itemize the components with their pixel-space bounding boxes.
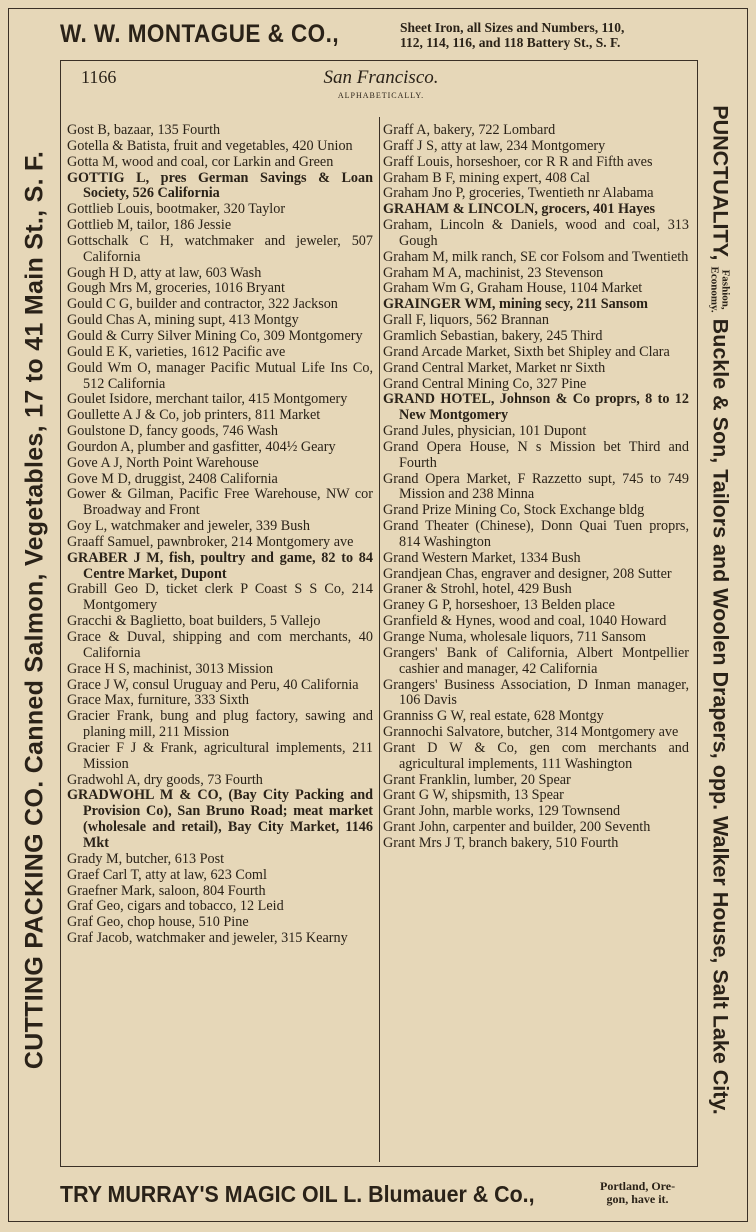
directory-entry: Gracier F J & Frank, agricultural implements, 211 Mission [67, 739, 373, 772]
left-margin-advertisement [10, 60, 60, 1160]
directory-entry: Grant John, marble works, 129 Townsend [383, 803, 621, 820]
directory-entry: Grabill Geo D, ticket clerk P Coast S S Co, 214 Montgomery [67, 581, 373, 614]
directory-entry: Graham Wm G, Graham House, 1104 Market [383, 280, 643, 297]
directory-entry: Gramlich Sebastian, bakery, 245 Third [383, 327, 603, 344]
directory-entry: Grace J W, consul Uruguay and Peru, 40 California [67, 676, 359, 693]
directory-entry: Gould Wm O, manager Pacific Mutual Life Ins Co, 512 California [67, 359, 373, 392]
directory-entry: Graham B F, mining expert, 408 Cal [383, 169, 590, 186]
directory-entry: Gourdon A, plumber and gasfitter, 404½ Geary [67, 438, 336, 455]
directory-entry: Gotella & Batista, fruit and vegetables, 420 Union [67, 137, 353, 154]
directory-entry: Grant John, carpenter and builder, 200 Seventh [383, 819, 651, 836]
directory-entry: Grant Franklin, lumber, 20 Spear [383, 771, 571, 788]
directory-entry: Graf Geo, chop house, 510 Pine [67, 914, 249, 931]
directory-entry: Grand Jules, physician, 101 Dupont [383, 423, 587, 440]
footer-advertisement [60, 1168, 740, 1220]
right-margin-advertisement [694, 60, 746, 1160]
header-detail-line2: 112, 114, 116, and 118 Battery St., S. F. [400, 35, 621, 50]
left-column [67, 123, 373, 947]
directory-entry: Grandjean Chas, engraver and designer, 208 Sutter [383, 565, 672, 582]
page-header [71, 65, 691, 103]
footer-ad: TRY MURRAY'S MAGIC OIL L. Blumauer & Co., [60, 1180, 535, 1207]
directory-entry: Gove A J, North Point Warehouse [67, 454, 259, 471]
directory-entry: Graef Carl T, atty at law, 623 Coml [67, 866, 267, 883]
directory-entry: Goulstone D, fancy goods, 746 Wash [67, 423, 278, 440]
directory-entry: Graaff Samuel, pawnbroker, 214 Montgomery ave [67, 533, 354, 550]
footer-detail-line1: Portland, Ore- [600, 1179, 676, 1193]
directory-entry: Graff Louis, horseshoer, cor R R and Fifth aves [383, 153, 653, 170]
directory-entry: Gove M D, druggist, 2408 California [67, 470, 278, 487]
directory-entry: Grand Western Market, 1334 Bush [383, 549, 581, 566]
directory-entry: Grant Mrs J T, branch bakery, 510 Fourth [383, 834, 619, 851]
directory-entry: Goullette A J & Co, job printers, 811 Market [67, 407, 321, 424]
directory-entry: Graefner Mark, saloon, 804 Fourth [67, 882, 266, 899]
directory-entry: Graham, Lincoln & Daniels, wood and coal, 313 Gough [383, 217, 689, 249]
directory-entry: Grace H S, machinist, 3013 Mission [67, 660, 274, 677]
directory-entry: GRADWOHL M & CO, (Bay City Packing and Provision Co), San Bruno Road; meat market (wholesale and retail), Bay City Market, 1146 Mkt [67, 787, 373, 851]
directory-entry: Graff J S, atty at law, 234 Montgomery [383, 137, 606, 154]
directory-entry: Gottlieb M, tailor, 186 Jessie [67, 217, 232, 234]
directory-entry: Gost B, bazaar, 135 Fourth [67, 122, 221, 138]
directory-entry: Grand Central Market, Market nr Sixth [383, 359, 606, 376]
directory-entry: Gottlieb Louis, bootmaker, 320 Taylor [67, 201, 286, 218]
directory-entry: Gould C G, builder and contractor, 322 Jackson [67, 296, 338, 313]
directory-entry: Grannochi Salvatore, butcher, 314 Montgomery ave [383, 724, 679, 741]
directory-entry: GRABER J M, fish, poultry and game, 82 to 84 Centre Market, Dupont [67, 549, 373, 582]
right-column [383, 123, 689, 852]
directory-entry: Grace & Duval, shipping and com merchants, 40 California [67, 629, 373, 661]
directory-entry: Grange Numa, wholesale liquors, 711 Sansom [383, 629, 647, 645]
directory-entry: Grand Opera Market, F Razzetto supt, 745 to 749 Mission and 238 Minna [383, 470, 689, 503]
directory-entry: Grangers' Business Association, D Inman manager, 106 Davis [383, 676, 689, 709]
directory-entry: Graf Jacob, watchmaker and jeweler, 315 Kearny [67, 930, 348, 947]
directory-entry: Grand Theater (Chinese), Donn Quai Tuen proprs, 814 Washington [383, 518, 689, 550]
directory-entry: Grant D W & Co, gen com merchants and agricultural implements, 111 Washington [383, 739, 689, 772]
column-divider [379, 117, 380, 1162]
directory-entry: Granfield & Hynes, wood and coal, 1040 Howard [383, 613, 667, 630]
right-ad-small1: Fashion, [719, 269, 732, 310]
directory-entry: Gould & Curry Silver Mining Co, 309 Montgomery [67, 327, 363, 344]
directory-entry: Grand Prize Mining Co, Stock Exchange bldg [383, 502, 645, 519]
header-detail [400, 20, 624, 50]
directory-entry: Grall F, liquors, 562 Brannan [383, 312, 549, 329]
right-ad-small [708, 267, 730, 313]
page-number: 1166 [81, 67, 117, 87]
directory-entry: Gottschalk C H, watchmaker and jeweler, 507 California [67, 232, 373, 265]
directory-entry: GRAINGER WM, mining secy, 211 Sansom [383, 296, 648, 313]
left-ad-text: CUTTING PACKING CO. Canned Salmon, Vegetables, 17 to 41 Main St., S. F. [20, 150, 49, 1070]
directory-entry: Grangers' Bank of California, Albert Montpellier cashier and manager, 42 California [383, 644, 689, 677]
directory-entry: Gould E K, varieties, 1612 Pacific ave [67, 343, 286, 360]
footer-detail-line2: gon, have it. [606, 1192, 669, 1206]
header-company: W. W. MONTAGUE & CO., [60, 19, 340, 48]
header-detail-line1: Sheet Iron, all Sizes and Numbers, 110, [400, 20, 625, 35]
directory-entry: Graham M A, machinist, 23 Stevenson [383, 264, 604, 281]
directory-entry: Grant G W, shipsmith, 13 Spear [383, 787, 564, 804]
directory-entry: GOTTIG L, pres German Savings & Loan Society, 526 California [67, 169, 373, 202]
header-advertisement [60, 14, 740, 54]
directory-entry: Graham M, milk ranch, SE cor Folsom and Twentieth [383, 248, 689, 265]
directory-entry: Gough H D, atty at law, 603 Wash [67, 264, 262, 281]
directory-entry: GRAHAM & LINCOLN, grocers, 401 Hayes [383, 201, 656, 218]
footer-detail [600, 1180, 675, 1206]
directory-entry: Graf Geo, cigars and tobacco, 12 Leid [67, 898, 284, 915]
directory-entry: Grand Central Mining Co, 327 Pine [383, 375, 587, 392]
directory-entry: Gracier Frank, bung and plug factory, sawing and planing mill, 211 Mission [67, 708, 373, 741]
directory-entry: Graham Jno P, groceries, Twentieth nr Alabama [383, 185, 654, 202]
directory-entry: Grace Max, furniture, 333 Sixth [67, 692, 250, 709]
directory-entry: Goulet Isidore, merchant tailor, 415 Montgomery [67, 391, 348, 408]
right-ad-small2: Economy. [708, 266, 721, 313]
directory-entry: Graff A, bakery, 722 Lombard [383, 122, 556, 138]
directory-entry: Gracchi & Baglietto, boat builders, 5 Vallejo [67, 613, 321, 630]
directory-entry: Graner & Strohl, hotel, 429 Bush [383, 581, 572, 598]
directory-entry: Graney G P, horseshoer, 13 Belden place [383, 597, 615, 614]
directory-entry: GRAND HOTEL, Johnson & Co proprs, 8 to 12 New Montgomery [383, 391, 689, 424]
directory-entry: Gould Chas A, mining supt, 413 Montgy [67, 312, 299, 329]
city-title: San Francisco. [323, 67, 439, 88]
directory-entry: Gotta M, wood and coal, cor Larkin and Green [67, 153, 334, 170]
subtitle: ALPHABETICALLY. [337, 91, 425, 100]
directory-entry: Gough Mrs M, groceries, 1016 Bryant [67, 280, 285, 297]
directory-content [60, 60, 698, 1167]
directory-entry: Gower & Gilman, Pacific Free Warehouse, NW cor Broadway and Front [67, 486, 373, 519]
directory-entry: Granniss G W, real estate, 628 Montgy [383, 708, 604, 725]
directory-entry: Grand Opera House, N s Mission bet Third and Fourth [383, 438, 689, 471]
directory-entry: Grady M, butcher, 613 Post [67, 850, 225, 867]
right-ad-text [708, 105, 733, 1115]
right-ad-part2: Buckle & Son, Tailors and Woolen Drapers, opp. Walker House, Salt Lake City. [708, 318, 733, 1115]
directory-entry: Goy L, watchmaker and jeweler, 339 Bush [67, 518, 310, 535]
directory-entry: Grand Arcade Market, Sixth bet Shipley and Clara [383, 343, 670, 360]
directory-entry: Gradwohl A, dry goods, 73 Fourth [67, 771, 263, 788]
right-ad-part1: PUNCTUALITY, [708, 105, 733, 261]
